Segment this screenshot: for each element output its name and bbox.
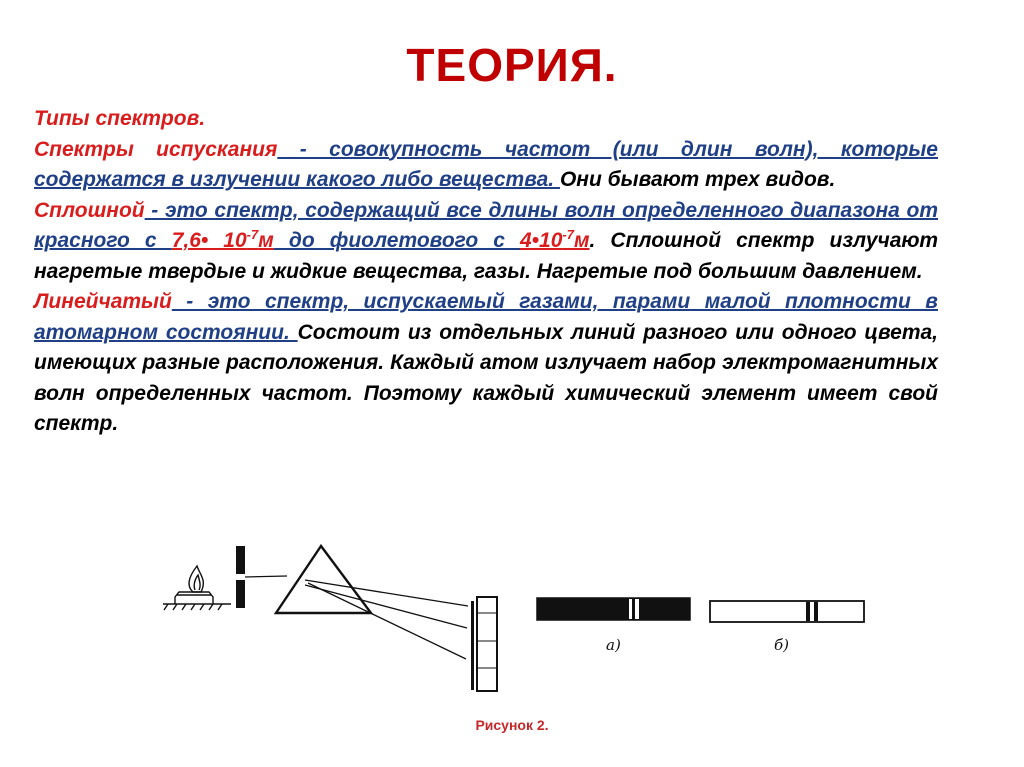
spectrum-a-light-line-1 (629, 599, 632, 619)
spectrum-b-frame (710, 601, 864, 622)
continuous-spectrum-paragraph (34, 196, 938, 288)
red-wavelength-exponent: -7 (246, 227, 259, 242)
continuous-definition-part2: до фиолетового с (273, 229, 520, 252)
spectrum-b-dark-line-2 (814, 602, 818, 621)
spectra-types-heading (34, 104, 938, 135)
emission-term: Спектры испускания (34, 137, 278, 161)
light-rays (245, 576, 468, 659)
spectrum-label-a: а) (606, 636, 621, 654)
screen-support (471, 601, 474, 690)
line-definition: - это спектр, испускаемый газами, парами малой плотности в атомарном состоянии. (34, 290, 938, 344)
burner (175, 592, 213, 604)
line-spectrum-paragraph (34, 287, 938, 440)
emission-text: Они бывают трех видов. (559, 168, 836, 191)
slide-title: ТЕОРИЯ. (406, 39, 618, 91)
violet-wavelength-value (520, 229, 590, 252)
emission-spectra-paragraph (34, 135, 938, 196)
incident-ray (245, 576, 287, 577)
spectroscope-figure (155, 540, 875, 700)
screen-frame (477, 597, 497, 691)
line-term: Линейчатый (34, 290, 172, 313)
refracted-ray-middle (305, 585, 467, 628)
flame-source (163, 566, 231, 610)
spectrum-b-dark-line-1 (806, 602, 810, 621)
continuous-text: . Сплошной спектр излучают нагретые твердые и жидкие вещества, газы. Нагретые под большим давлением. (34, 229, 938, 283)
red-wavelength-base: 7,6• 10 (171, 229, 247, 252)
spectrum-a-light-line-2 (635, 599, 639, 619)
ground-hatching (164, 604, 222, 610)
figure-caption: Рисунок 2. (475, 717, 549, 733)
slit-lower (236, 580, 245, 608)
emission-definition: - совокупность частот (или длин волн), которые содержатся в излучении какого либо вещества. (34, 137, 938, 191)
emission-spectrum-b (710, 601, 864, 622)
inner-flame (194, 575, 200, 590)
red-wavelength-unit: м (258, 229, 274, 252)
red-wavelength-value (172, 229, 274, 252)
continuous-term: Сплошной (34, 198, 145, 222)
line-text: Состоит из отдельных линий разного или одного цвета, имеющих разные расположения. Каждый атом излучает набор электромагнитных волн определенных частот. Поэтому каждый химический элемент имеет свой спектр. (34, 320, 939, 435)
slit-upper (236, 546, 245, 574)
violet-wavelength-unit: м (573, 229, 590, 252)
spectrum-label-b: б) (774, 636, 790, 654)
theory-text (34, 104, 938, 440)
spectrum-a-dark-band (537, 598, 690, 620)
violet-wavelength-base: 4•10 (520, 229, 563, 252)
absorption-spectrum-a (537, 598, 690, 620)
continuous-definition-part1: - это спектр, содержащий все длины волн определенного диапазона от красного с (34, 198, 938, 252)
screen (471, 597, 497, 691)
prism (276, 546, 371, 613)
heading-text: Типы спектров. (34, 107, 206, 130)
violet-wavelength-exponent: -7 (562, 227, 574, 242)
